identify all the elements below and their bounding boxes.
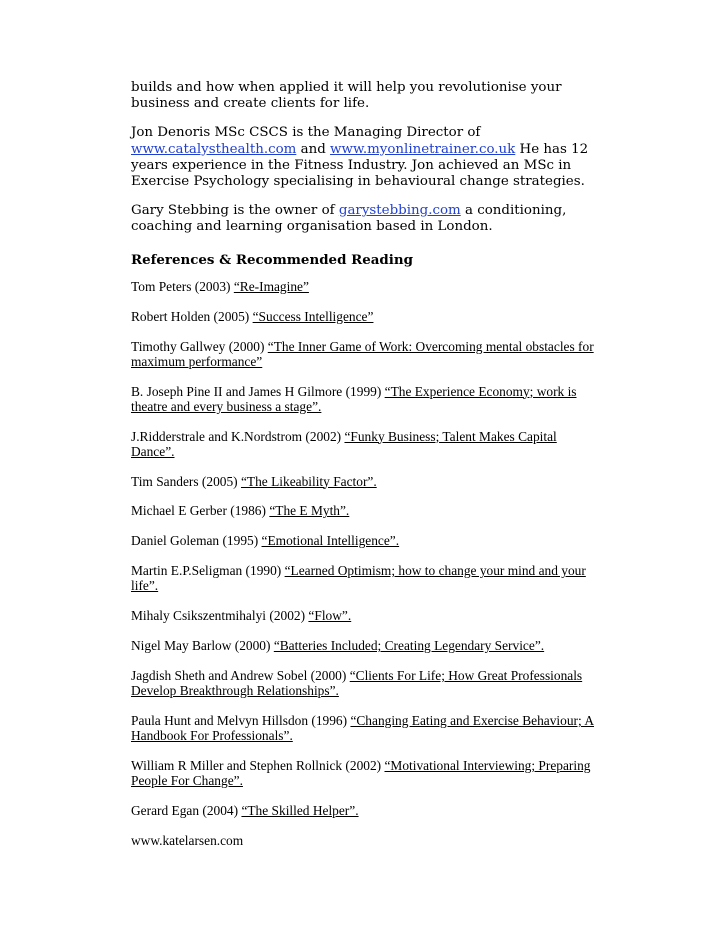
bio-gary-text-pre: Gary Stebbing is the owner of — [131, 203, 339, 219]
reference-title: “Clients For Life; How Great Professionals Develop Breakthrough Relationships”. — [131, 668, 583, 699]
reference-title: “Batteries Included; Creating Legendary Service”. — [273, 638, 545, 654]
reference-item — [131, 384, 601, 414]
reference-author: Mihaly Csikszentmihalyi (2002) — [131, 608, 309, 624]
bio-jon-text-mid: and — [296, 141, 331, 157]
footer-url: www.katelarsen.com — [131, 832, 244, 848]
bio-jon-text-post: He has 12 years experience in the Fitness Industry. Jon achieved an MSc in Exercise Psychology specialising in behavioural change strategies. — [131, 141, 589, 190]
reference-author: Gerard Egan (2004) — [131, 802, 242, 818]
reference-item — [131, 339, 601, 369]
reference-title: “Re-Imagine” — [233, 278, 309, 294]
intro-paragraph: builds and how when applied it will help you revolutionise your business and create clients for life. — [131, 80, 562, 112]
reference-item — [131, 533, 601, 548]
reference-item — [131, 279, 601, 294]
bio-jon-paragraph — [131, 125, 601, 190]
reference-item — [131, 563, 601, 593]
bio-jon-text-pre: Jon Denoris MSc CSCS is the Managing Director of — [131, 125, 481, 141]
bio-gary-text-post: a conditioning, coaching and learning organisation based in London. — [131, 203, 567, 235]
reference-item — [131, 803, 601, 818]
reference-item — [131, 503, 601, 518]
reference-author: Jagdish Sheth and Andrew Sobel (2000) — [131, 668, 350, 683]
reference-author: Paula Hunt and Melvyn Hillsdon (1996) — [131, 712, 351, 728]
reference-item — [131, 429, 601, 459]
reference-author: Timothy Gallwey (2000) — [131, 338, 268, 354]
reference-title: “Changing Eating and Exercise Behaviour; A Handbook For Professionals”. — [131, 712, 595, 744]
reference-author: Martin E.P.Seligman (1990) — [131, 563, 285, 579]
reference-title: “The Experience Economy; work is theatre and every business a stage”. — [131, 383, 577, 414]
reference-title: “The Likeability Factor”. — [240, 473, 377, 489]
reference-title: “Success Intelligence” — [252, 308, 374, 324]
reference-author: Tim Sanders (2005) — [131, 473, 241, 489]
reference-title: “Motivational Interviewing; Preparing People For Change”. — [131, 757, 591, 789]
reference-title: “Funky Business; Talent Makes Capital Dance”. — [131, 428, 557, 459]
reference-item — [131, 713, 601, 743]
reference-title: “Emotional Intelligence”. — [261, 533, 400, 549]
catalysthealth-link[interactable]: www.catalysthealth.com — [131, 141, 297, 157]
reference-author: William R Miller and Stephen Rollnick (2002) — [131, 757, 385, 773]
reference-author: Nigel May Barlow (2000) — [131, 638, 274, 654]
reference-title: “Learned Optimism; how to change your mind and your life”. — [131, 563, 586, 594]
document-page — [131, 80, 601, 848]
reference-title: “The Skilled Helper”. — [241, 802, 359, 818]
reference-item — [131, 668, 601, 698]
reference-author: Tom Peters (2003) — [131, 278, 234, 294]
bio-gary-paragraph — [131, 203, 601, 235]
reference-item — [131, 758, 601, 788]
references-heading: References & Recommended Reading — [131, 251, 413, 268]
reference-author: J.Ridderstrale and K.Nordstrom (2002) — [131, 428, 345, 444]
reference-author: B. Joseph Pine II and James H Gilmore (1999) — [131, 383, 385, 399]
reference-title: “The Inner Game of Work: Overcoming mental obstacles for maximum performance” — [131, 338, 594, 369]
reference-author: Michael E Gerber (1986) — [131, 503, 270, 519]
reference-author: Robert Holden (2005) — [131, 308, 253, 324]
reference-item — [131, 608, 601, 623]
garystebbing-link[interactable]: garystebbing.com — [338, 203, 461, 219]
myonlinetrainer-link[interactable]: www.myonlinetrainer.co.uk — [330, 141, 516, 157]
reference-item — [131, 309, 601, 324]
reference-title: “Flow”. — [308, 608, 352, 624]
reference-title: “The E Myth”. — [269, 503, 350, 519]
reference-item — [131, 638, 601, 653]
references-list — [131, 279, 601, 818]
reference-author: Daniel Goleman (1995) — [131, 533, 262, 549]
reference-item — [131, 474, 601, 489]
